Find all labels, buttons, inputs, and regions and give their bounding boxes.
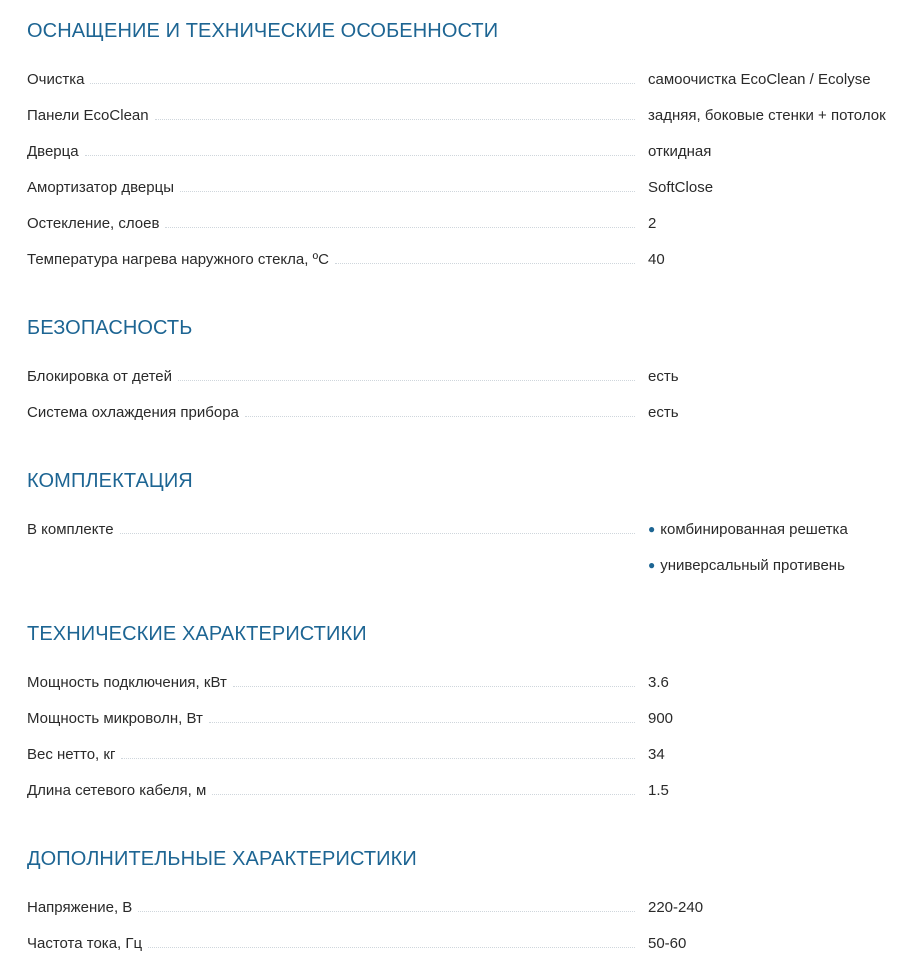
spec-row-connected-power	[27, 673, 902, 709]
spec-label: В комплекте	[27, 521, 114, 538]
spec-label: Амортизатор дверцы	[27, 179, 174, 196]
section-title: ТЕХНИЧЕСКИЕ ХАРАКТЕРИСТИКИ	[27, 623, 367, 645]
dotted-leader	[121, 758, 635, 759]
included-items-list	[648, 520, 848, 592]
spec-label: Система охлаждения прибора	[27, 404, 239, 421]
section-package	[27, 469, 902, 574]
spec-list	[27, 673, 902, 817]
spec-list	[27, 367, 902, 439]
dotted-leader	[212, 794, 635, 795]
spec-label: Длина сетевого кабеля, м	[27, 782, 207, 799]
dotted-leader	[209, 722, 635, 723]
spec-label: Частота тока, Гц	[27, 935, 143, 952]
dotted-leader	[120, 533, 635, 534]
dotted-leader	[178, 380, 635, 381]
spec-label: Блокировка от детей	[27, 368, 173, 385]
included-item-text: комбинированная решетка	[660, 521, 848, 538]
spec-row-glazing	[27, 214, 902, 250]
spec-list	[27, 70, 902, 286]
section-title: ОСНАЩЕНИЕ И ТЕХНИЧЕСКИЕ ОСОБЕННОСТИ	[27, 20, 499, 42]
spec-value: 3.6	[648, 674, 669, 691]
spec-row-voltage	[27, 898, 902, 934]
spec-label: Дверца	[27, 143, 79, 160]
spec-label: Вес нетто, кг	[27, 746, 116, 763]
section-technical	[27, 622, 902, 799]
spec-row-microwave-power	[27, 709, 902, 745]
spec-row-frequency	[27, 934, 902, 970]
dotted-leader	[165, 227, 635, 228]
spec-value: есть	[648, 368, 679, 385]
spec-value: 900	[648, 710, 674, 727]
spec-list	[27, 898, 902, 970]
section-equipment	[27, 19, 902, 268]
dotted-leader	[335, 263, 635, 264]
section-safety	[27, 316, 902, 421]
spec-row-glass-temperature	[27, 250, 902, 286]
included-item-text: универсальный противень	[660, 557, 845, 574]
spec-label: Мощность подключения, кВт	[27, 674, 227, 691]
spec-label: Напряжение, В	[27, 899, 133, 916]
spec-row-door	[27, 142, 902, 178]
section-title: КОМПЛЕКТАЦИЯ	[27, 470, 193, 492]
spec-label: Очистка	[27, 71, 85, 88]
spec-label: Температура нагрева наружного стекла, ºС	[27, 251, 329, 268]
spec-row-included	[27, 520, 902, 592]
section-title: ДОПОЛНИТЕЛЬНЫЕ ХАРАКТЕРИСТИКИ	[27, 848, 417, 870]
spec-row-child-lock	[27, 367, 902, 403]
included-item	[648, 556, 848, 592]
spec-value: самоочистка EcoClean / Ecolyse	[648, 71, 871, 88]
spec-label: Мощность микроволн, Вт	[27, 710, 203, 727]
dotted-leader	[245, 416, 635, 417]
included-item	[648, 520, 848, 556]
spec-row-door-damper	[27, 178, 902, 214]
dotted-leader	[155, 119, 635, 120]
spec-row-cable-length	[27, 781, 902, 817]
dotted-leader	[90, 83, 635, 84]
dotted-leader	[180, 191, 635, 192]
spec-row-net-weight	[27, 745, 902, 781]
spec-value: 34	[648, 746, 665, 763]
spec-value: SoftClose	[648, 179, 714, 196]
dotted-leader	[85, 155, 635, 156]
dotted-leader	[138, 911, 635, 912]
spec-value: 220-240	[648, 899, 704, 916]
spec-value: 50-60	[648, 935, 687, 952]
section-additional	[27, 847, 902, 952]
spec-value: 2	[648, 215, 657, 232]
spec-value: задняя, боковые стенки + потолок	[648, 107, 886, 124]
spec-label: Остекление, слоев	[27, 215, 160, 232]
section-title: БЕЗОПАСНОСТЬ	[27, 317, 193, 339]
spec-label: Панели EcoClean	[27, 107, 149, 124]
spec-list	[27, 520, 902, 592]
spec-value: 40	[648, 251, 665, 268]
spec-row-cooling-system	[27, 403, 902, 439]
bullet-icon: ●	[648, 558, 656, 572]
dotted-leader	[233, 686, 635, 687]
spec-value: есть	[648, 404, 679, 421]
spec-row-ecoclean-panels	[27, 106, 902, 142]
spec-value: откидная	[648, 143, 712, 160]
bullet-icon: ●	[648, 522, 656, 536]
dotted-leader	[148, 947, 635, 948]
spec-row-cleaning	[27, 70, 902, 106]
spec-value: 1.5	[648, 782, 669, 799]
